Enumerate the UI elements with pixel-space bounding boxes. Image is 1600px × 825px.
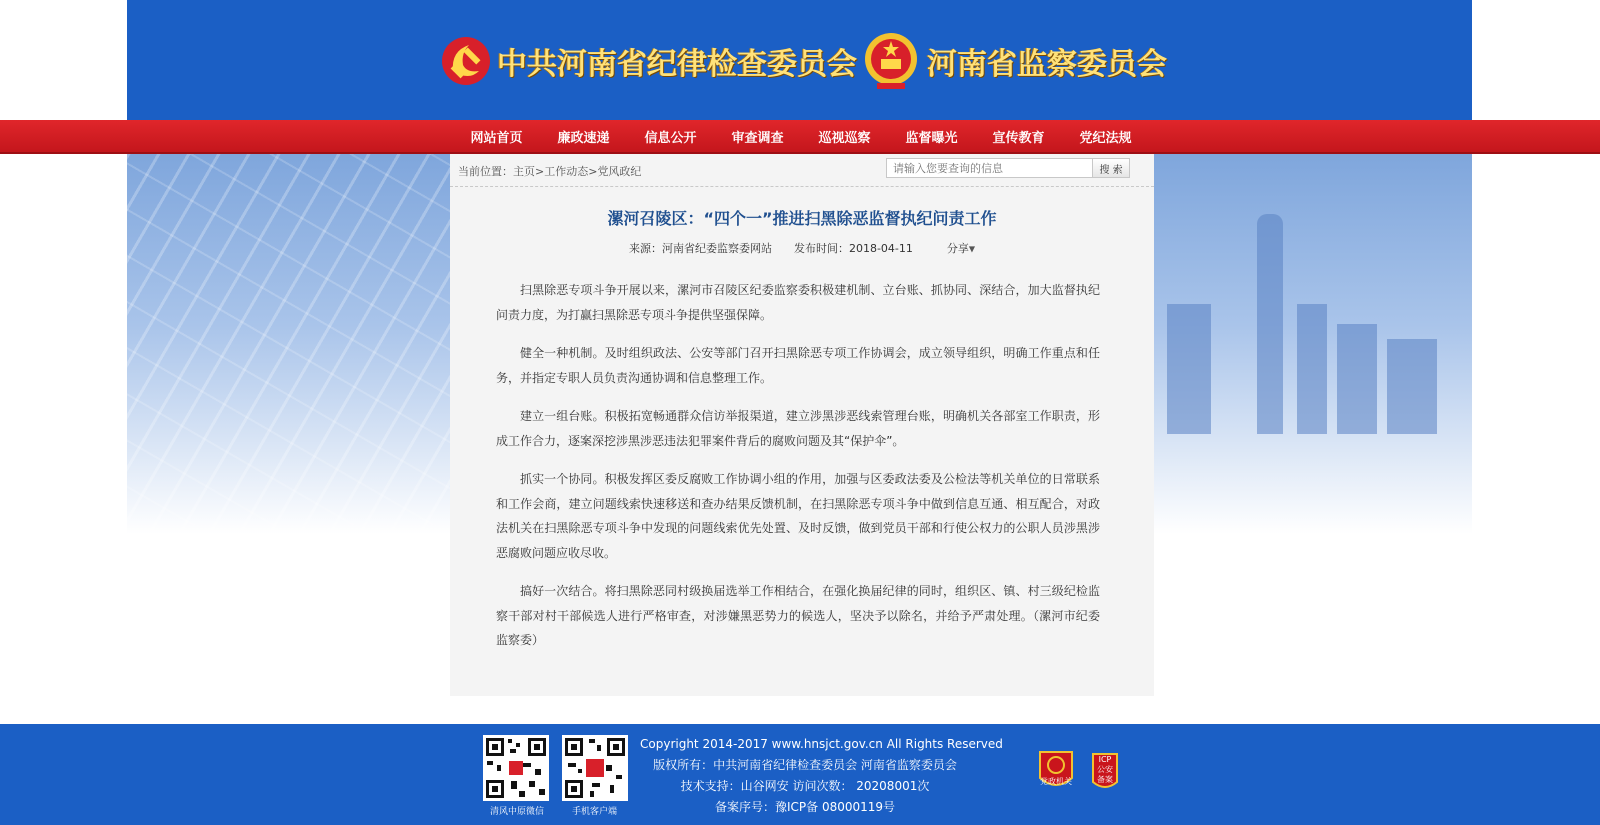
article-title: 漯河召陵区：“四个一”推进扫黑除恶监督执纪问责工作 [607,209,997,228]
background-building [1387,339,1437,434]
article-paragraph: 搞好一次结合。将扫黑除恶同村级换届选举工作相结合，在强化换届纪律的同时，组织区、镇、村三级纪检监察干部对村干部候选人进行严格审查，对涉嫌黑恶势力的候选人，坚决予以除名，并给予严肃处理。（漯河市纪委监察委） [496,584,1100,647]
owner-line: 版权所有：中共河南省纪律检查委员会 河南省监察委员会 [653,758,957,772]
support-line: 技术支持：山谷网安 访问次数： 20208001次 [680,779,930,793]
article-paragraph: 建立一组台账。积极拓宽畅通群众信访举报渠道，建立涉黑涉恶线索管理台账，明确机关各部室工作职责，形成工作合力，逐案深挖涉黑涉恶违法犯罪案件背后的腐败问题及其“保护伞”。 [496,409,1100,448]
share-button[interactable] [947,242,975,255]
icp-record-badge-icon[interactable] [1089,748,1121,792]
background-building [1167,304,1211,434]
footer-info [640,734,1003,818]
content-panel [450,154,1154,696]
main-nav [0,120,1600,154]
nav-item-inspection[interactable]: 巡视巡察 [818,130,871,146]
gov-agency-badge-icon[interactable] [1036,748,1076,792]
article-date: 发布时间：2018-04-11 [793,242,913,255]
background-tower [1257,214,1283,434]
org-name-left: 中共河南省纪律检查委员会 [497,47,857,82]
nav-item-exposure[interactable]: 监督曝光 [905,130,958,146]
national-emblem-icon [863,31,919,91]
search-button[interactable]: 搜 索 [1092,158,1130,178]
badge-icp-label: ICP [1098,755,1112,764]
article-source: 来源：河南省纪委监察委网站 [628,242,772,255]
site-footer [0,724,1600,825]
party-emblem-icon [441,35,491,87]
article-paragraph: 抓实一个协同。积极发挥区委反腐败工作协调小组的作用，加强与区委政法委及公检法等机关单位的日常联系和工作会商，建立问题线索快速移送和查办结果反馈机制，在扫黑除恶专项斗争中做到信息互通、相互配合，对政法机关在扫黑除恶专项斗争中发现的问题线索优先处置、及时反馈，做到党员干部和行使公权力的公职人员涉黑涉恶腐败问题应收尽收。 [496,472,1100,560]
wechat-qr-label: 清风中原微信 [490,807,545,817]
nav-item-integrity-news[interactable]: 廉政速递 [557,130,610,146]
badge-police-label: 公安 [1097,765,1113,774]
background-building [1297,304,1327,434]
app-qr-label: 手机客户端 [572,807,618,817]
background-stadium [127,154,457,534]
breadcrumb-separator: > [588,165,598,178]
site-header [127,0,1472,121]
nav-list [453,120,1149,152]
breadcrumb-prefix: 当前位置： [458,165,513,178]
chevron-down-icon: ▼ [968,244,976,254]
share-label: 分享 [946,242,969,255]
nav-item-investigation[interactable]: 审查调查 [731,130,784,146]
icp-line: 备案序号：豫ICP备 08000119号 [714,800,896,814]
breadcrumb-separator: > [535,165,545,178]
breadcrumb-home[interactable]: 主页 [513,165,535,178]
nav-item-info-disclosure[interactable]: 信息公开 [644,130,697,146]
search-input[interactable] [886,158,1100,178]
badge-gov-label: 党政机关 [1040,777,1072,786]
article-meta [450,240,1154,256]
breadcrumb-work-news[interactable]: 工作动态 [544,165,589,178]
site-brand[interactable] [441,30,1167,92]
badge-record-label: 备案 [1097,775,1113,784]
breadcrumb-bar [450,154,1154,187]
breadcrumb-party-style[interactable]: 党风政纪 [597,165,642,178]
org-name-right: 河南省监察委员会 [927,47,1167,82]
breadcrumb [458,163,641,179]
nav-item-education[interactable]: 宣传教育 [992,130,1045,146]
nav-item-regulations[interactable]: 党纪法规 [1079,130,1132,146]
copyright-line: Copyright 2014-2017 www.hnsjct.gov.cn All Rights Reserved [640,737,1003,751]
app-qr-code-icon[interactable] [562,735,628,801]
background-building [1337,324,1377,434]
nav-item-home[interactable]: 网站首页 [470,130,523,146]
article-body [496,278,1100,667]
article-paragraph: 扫黑除恶专项斗争开展以来，漯河市召陵区纪委监察委积极建机制、立台账、抓协同、深结合，加大监督执纪问责力度，为打赢扫黑除恶专项斗争提供坚强保障。 [496,283,1100,322]
article-paragraph: 健全一种机制。及时组织政法、公安等部门召开扫黑除恶专项工作协调会，成立领导组织，明确工作重点和任务，并指定专职人员负责沟通协调和信息整理工作。 [496,346,1100,385]
wechat-qr-code-icon[interactable] [483,735,549,801]
